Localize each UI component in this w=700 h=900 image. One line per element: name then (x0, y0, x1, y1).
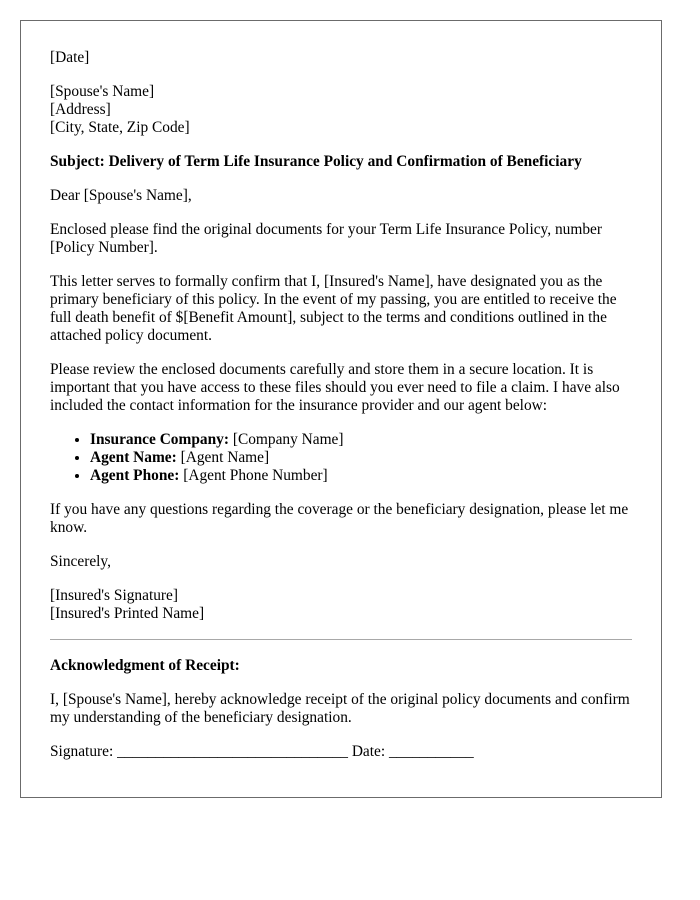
insured-signature: [Insured's Signature] (50, 587, 179, 604)
salutation: Dear [Spouse's Name], (50, 187, 192, 204)
contact-value: [Agent Name] (176, 449, 270, 466)
recipient-city: [City, State, Zip Code] (50, 119, 190, 136)
list-item (90, 431, 632, 449)
recipient-address: [Address] (50, 101, 111, 118)
signature-block (50, 587, 632, 623)
date-line: [Date] (50, 49, 90, 66)
contact-value: [Agent Phone Number] (179, 467, 328, 484)
recipient-block (50, 83, 632, 137)
subject-line: Subject: Delivery of Term Life Insurance Policy and Confirmation of Beneficiary (50, 153, 582, 170)
body-paragraph-3: Please review the enclosed documents carefully and store them in a secure location. It is important that you have access to these files should you ever need to file a claim. I have also included the contact information for the insurance provider and our agent below: (50, 361, 620, 414)
contact-term: Agent Name: (90, 449, 177, 466)
divider (50, 639, 632, 640)
list-item (90, 449, 632, 467)
contact-value: [Company Name] (228, 431, 344, 448)
insured-printed-name: [Insured's Printed Name] (50, 605, 205, 622)
body-paragraph-1: Enclosed please find the original documents for your Term Life Insurance Policy, number [Policy Number]. (50, 221, 602, 256)
acknowledgment-title: Acknowledgment of Receipt: (50, 657, 240, 674)
contact-term: Agent Phone: (90, 467, 180, 484)
letter-page (20, 20, 662, 798)
recipient-name: [Spouse's Name] (50, 83, 155, 100)
list-item (90, 467, 632, 485)
contact-list (50, 431, 632, 485)
signature-date-line: Signature: ______________________________ Date: ___________ (50, 743, 474, 760)
body-paragraph-2: This letter serves to formally confirm that I, [Insured's Name], have designated you as the primary beneficiary of this policy. In the event of my passing, you are entitled to receive the full death benefit of $[Benefit Amount], subject to the terms and conditions outlined in the attached policy document. (50, 273, 617, 344)
contact-term: Insurance Company: (90, 431, 229, 448)
signoff: Sincerely, (50, 553, 111, 570)
acknowledgment-statement: I, [Spouse's Name], hereby acknowledge receipt of the original policy documents and confirm my understanding of the beneficiary designation. (50, 691, 630, 726)
questions-paragraph: If you have any questions regarding the coverage or the beneficiary designation, please let me know. (50, 501, 629, 536)
